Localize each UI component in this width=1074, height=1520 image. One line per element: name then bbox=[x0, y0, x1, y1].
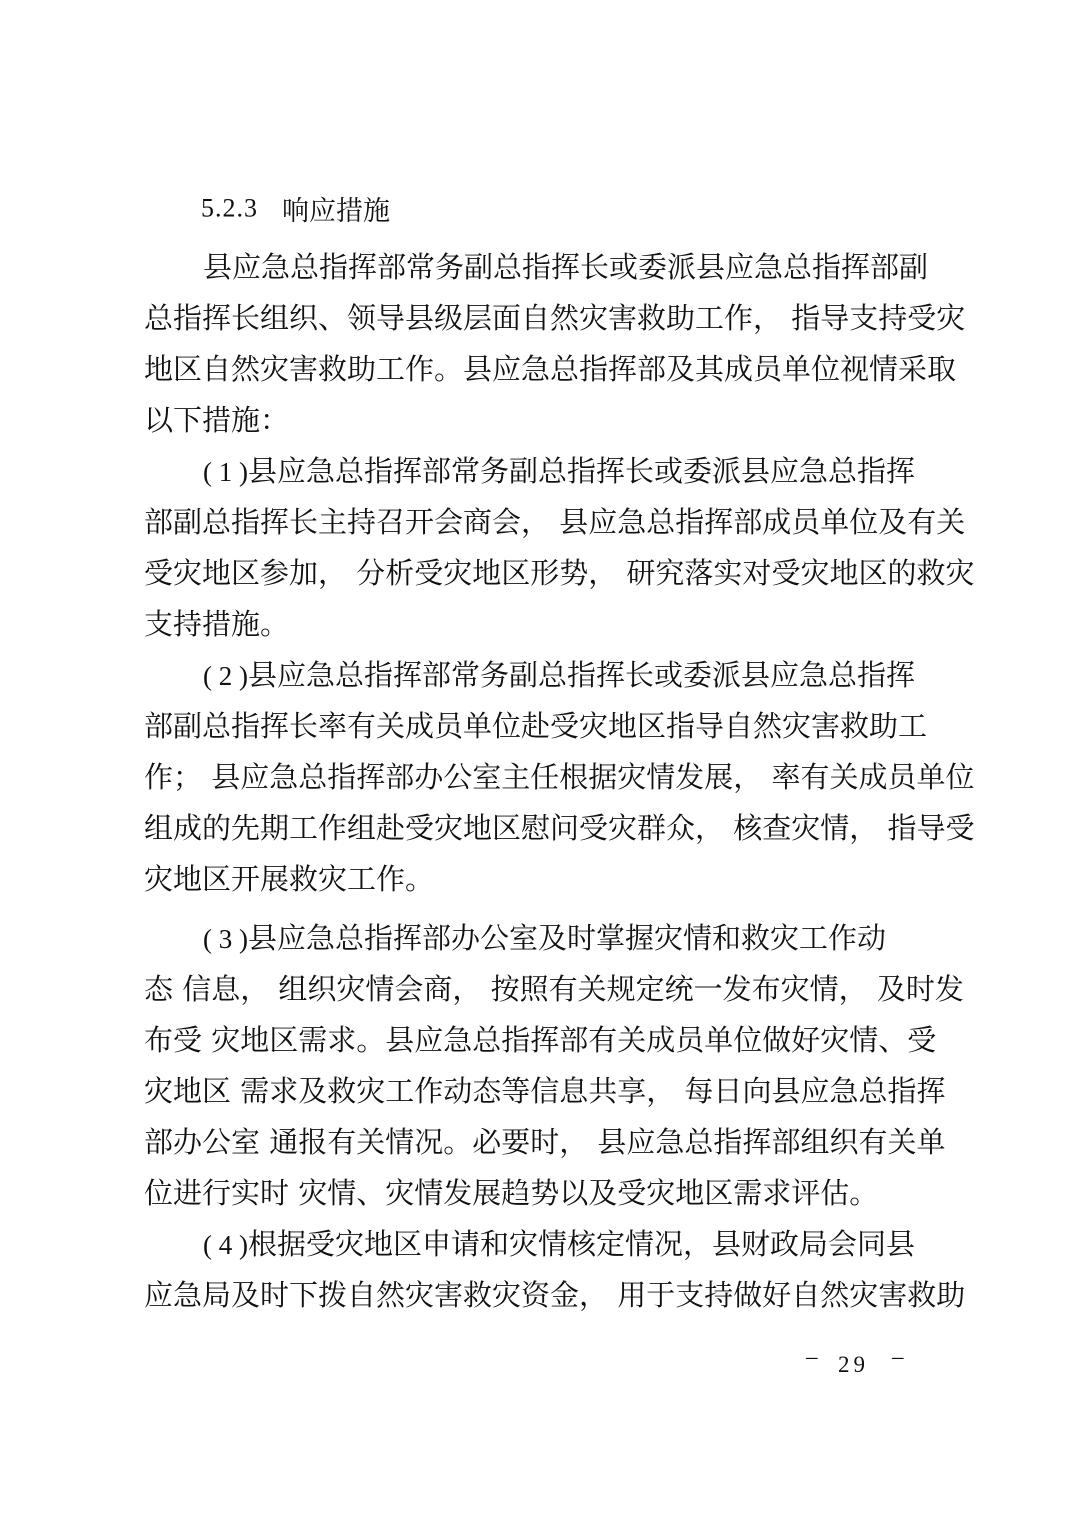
list-marker: ( 4 ) bbox=[203, 1230, 248, 1260]
list-item-text: 县应急总指挥部常务副总指挥长或委派县应急总指挥 bbox=[247, 454, 915, 488]
list-marker: ( 2 ) bbox=[203, 661, 248, 691]
list-item-first-line bbox=[203, 655, 1003, 695]
page-number-dash-right: – bbox=[892, 1344, 904, 1369]
list-item-first-line bbox=[203, 918, 1003, 958]
text-line: 地区自然灾害救助工作。县应急总指挥部及其成员单位视情采取 bbox=[144, 352, 957, 386]
list-item-text: 县应急总指挥部办公室及时掌握灾情和救灾工作动 bbox=[247, 921, 886, 955]
text-line: 态 信息， 组织灾情会商， 按照有关规定统一发布灾情， 及时发 bbox=[144, 972, 964, 1006]
section-number: 5.2.3 bbox=[201, 193, 258, 223]
text-line: 部副总指挥长率有关成员单位赴受灾地区指导自然灾害救助工 bbox=[144, 709, 928, 743]
text-line: 以下措施： bbox=[144, 403, 290, 437]
text-line: 布受 灾地区需求。县应急总指挥部有关成员单位做好灾情、受 bbox=[144, 1023, 937, 1057]
text-line: 灾地区 需求及救灾工作动态等信息共享， 每日向县应急总指挥 bbox=[144, 1074, 946, 1108]
text-line: 总指挥长组织、领导县级层面自然灾害救助工作， 指导支持受灾 bbox=[144, 301, 966, 335]
text-line: 受灾地区参加， 分析受灾地区形势， 研究落实对受灾地区的救灾 bbox=[144, 556, 975, 590]
section-title: 响应措施 bbox=[282, 196, 390, 227]
list-item-text: 根据受灾地区申请和灾情核定情况，县财政局会同县 bbox=[247, 1227, 915, 1261]
page-number-value: 29 bbox=[838, 1352, 869, 1377]
text-line: 作； 县应急总指挥部办公室主任根据灾情发展， 率有关成员单位 bbox=[144, 760, 975, 794]
text-line: 支持措施。 bbox=[144, 607, 290, 641]
text-line: 应急局及时下拨自然灾害救灾资金， 用于支持做好自然灾害救助 bbox=[144, 1278, 966, 1312]
list-item-first-line bbox=[203, 451, 1003, 491]
text-line: 组成的先期工作组赴受灾地区慰问受灾群众， 核查灾情， 指导受 bbox=[144, 811, 975, 845]
text-line: 灾地区开展救灾工作。 bbox=[144, 862, 435, 896]
list-marker: ( 3 ) bbox=[203, 924, 248, 954]
page-number-dash-left: – bbox=[806, 1344, 818, 1369]
text-line: 部副总指挥长主持召开会商会， 县应急总指挥部成员单位及有关 bbox=[144, 505, 966, 539]
text-line: 部办公室 通报有关情况。必要时， 县应急总指挥部组织有关单 bbox=[144, 1125, 946, 1159]
list-item-first-line bbox=[203, 1224, 1003, 1264]
list-item-text: 县应急总指挥部常务副总指挥长或委派县应急总指挥 bbox=[247, 658, 915, 692]
text-line: 县应急总指挥部常务副总指挥长或委派县应急总指挥部副 bbox=[203, 250, 929, 284]
list-marker: ( 1 ) bbox=[203, 457, 248, 487]
text-line: 位进行实时 灾情、灾情发展趋势以及受灾地区需求评估。 bbox=[144, 1176, 879, 1210]
page-number bbox=[806, 1344, 910, 1386]
section-heading bbox=[201, 189, 390, 235]
